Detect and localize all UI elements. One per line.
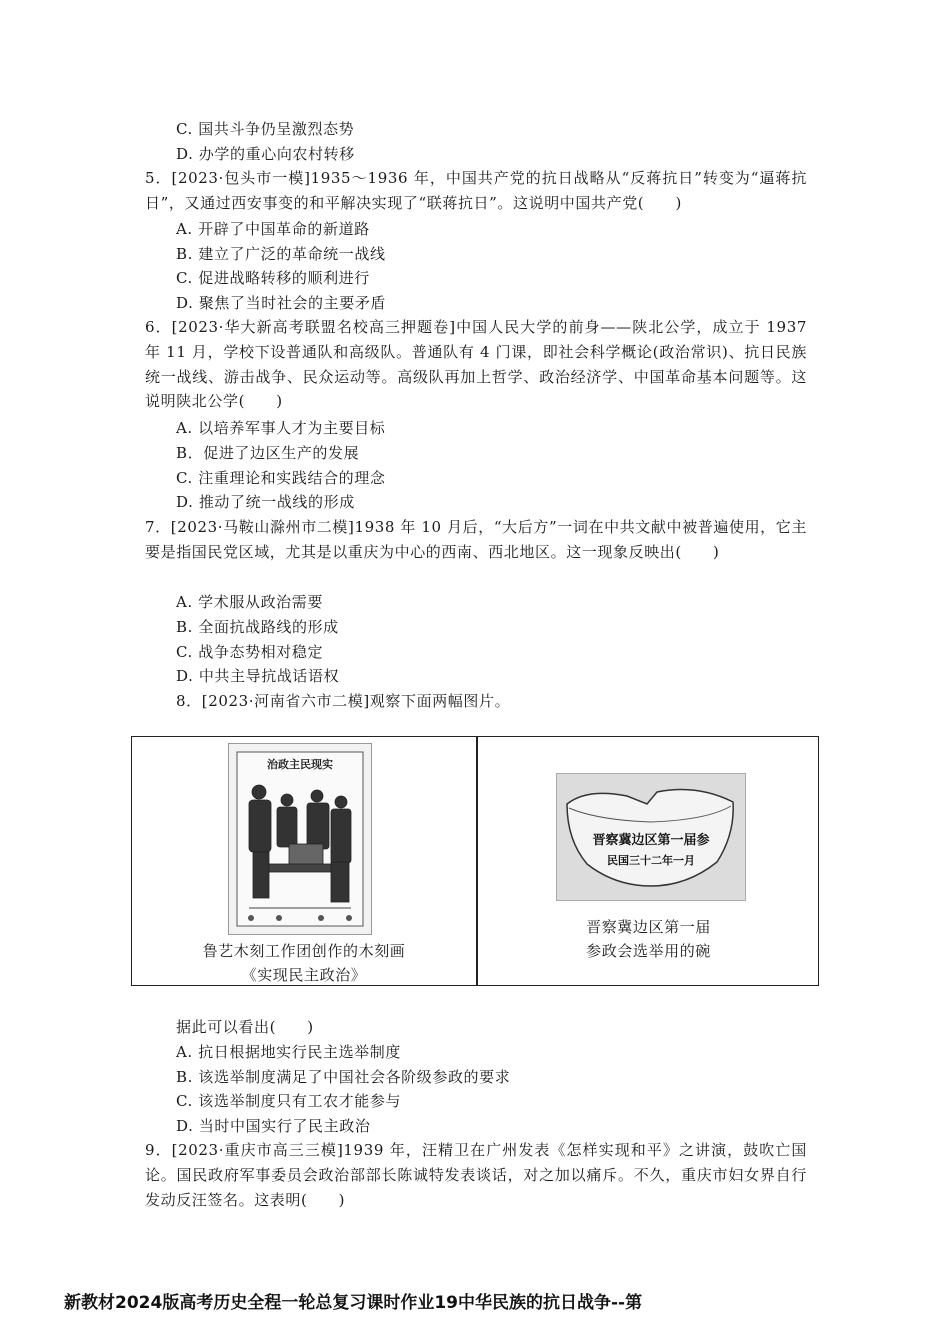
q7-option-c: C. 战争态势相对稳定 — [176, 643, 324, 661]
right-caption-line1: 晋察冀边区第一届 — [586, 918, 711, 936]
right-caption-line2: 参政会选举用的碗 — [586, 942, 711, 960]
q7-option-d: D. 中共主导抗战话语权 — [176, 667, 340, 685]
q8-lead: 据此可以看出( ) — [176, 1018, 314, 1036]
q8-stem: 8．[2023·河南省六市二模]观察下面两幅图片。 — [176, 692, 511, 710]
q8-option-a: A. 抗日根据地实行民主选举制度 — [176, 1043, 401, 1061]
q7-option-a: A. 学术服从政治需要 — [176, 593, 323, 611]
q5-option-c: C. 促进战略转移的顺利进行 — [176, 269, 370, 287]
q8-option-b: B. 该选举制度满足了中国社会各阶级参政的要求 — [176, 1068, 511, 1086]
q5-stem: 5．[2023·包头市一模]1935～1936 年，中国共产党的抗日战略从“反蒋抗日”转变为“逼蒋抗日”，又通过西安事变的和平解决实现了“联蒋抗日”。这说明中国共产党( ) — [145, 169, 807, 212]
q6-option-b: B．促进了边区生产的发展 — [176, 444, 360, 462]
q6-option-a: A. 以培养军事人才为主要目标 — [176, 419, 386, 437]
q6-option-c: C. 注重理论和实践结合的理念 — [176, 469, 386, 487]
left-caption-line2: 《实现民主政治》 — [241, 966, 367, 984]
document-footer-title: 新教材2024版高考历史全程一轮总复习课时作业19中华民族的抗日战争--第 — [64, 1293, 643, 1313]
q5-option-b: B. 建立了广泛的革命统一战线 — [176, 245, 386, 263]
bowl-text-line2: 民国三十二年一月 — [607, 854, 695, 867]
q6-option-d: D. 推动了统一战线的形成 — [176, 493, 355, 511]
left-caption-line1: 鲁艺木刻工作团创作的木刻画 — [202, 942, 406, 960]
woodcut-poster-image — [228, 743, 372, 935]
q8-option-d: D. 当时中国实行了民主政治 — [176, 1117, 371, 1135]
q5-option-a: A. 开辟了中国革命的新道路 — [176, 220, 370, 238]
bowl-photo-image — [556, 773, 746, 901]
q7-option-b: B. 全面抗战路线的形成 — [176, 618, 339, 636]
q4-option-c: C. 国共斗争仍呈激烈态势 — [176, 120, 355, 138]
q6-stem: 6．[2023·华大新高考联盟名校高三押题卷]中国人民大学的前身——陕北公学，成立于 1937 年 11 月，学校下设普通队和高级队。普通队有 4 门课，即社会科学概论(政治常识)、抗日民族统一战线、游击战争、民众运动等。高级队再加上哲学、政治经济学、中国革命基本问题等。这说明陕北公学( ) — [145, 318, 807, 411]
q4-option-d: D. 办学的重心向农村转移 — [176, 145, 355, 163]
q5-option-d: D. 聚焦了当时社会的主要矛盾 — [176, 294, 387, 312]
q7-stem: 7．[2023·马鞍山滁州市二模]1938 年 10 月后，“大后方”一词在中共文献中被普遍使用，它主要是指国民党区域，尤其是以重庆为中心的西南、西北地区。这一现象反映出( ) — [145, 518, 807, 561]
q9-stem: 9．[2023·重庆市高三三模]1939 年，汪精卫在广州发表《怎样实现和平》之讲演，鼓吹亡国论。国民政府军事委员会政治部部长陈诚特发表谈话，对之加以痛斥。不久，重庆市妇女界自行发动反汪签名。这表明( ) — [145, 1141, 807, 1209]
q8-option-c: C. 该选举制度只有工农才能参与 — [176, 1092, 402, 1110]
q8-figure-table — [131, 736, 819, 986]
bowl-text-line1: 晋察冀边区第一届参 — [592, 833, 710, 848]
poster-title: 治政主民现实 — [267, 758, 333, 771]
